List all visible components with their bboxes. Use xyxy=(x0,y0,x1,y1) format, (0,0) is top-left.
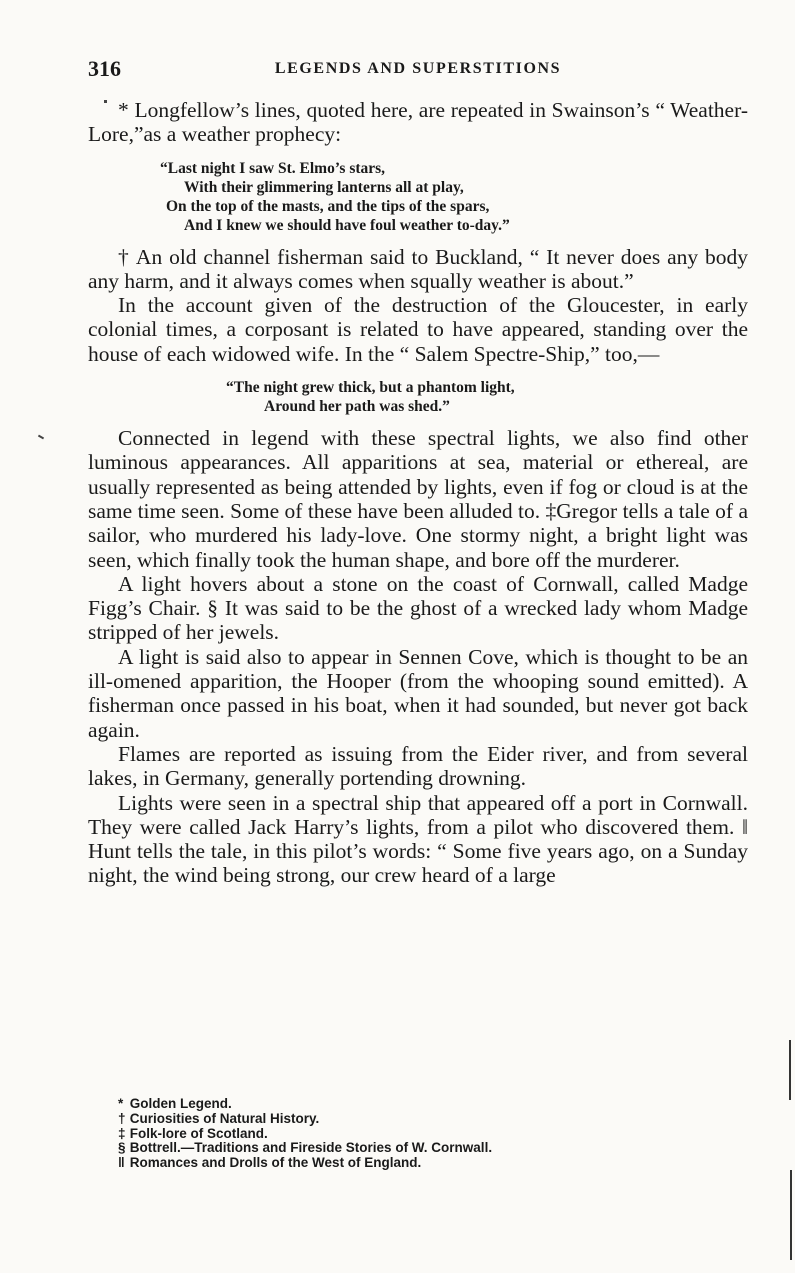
footnote-text: Golden Legend. xyxy=(129,1096,232,1111)
footnote xyxy=(118,1127,492,1142)
verse-line: And I knew we should have foul weather to-day.” xyxy=(184,216,510,234)
verse-line: “Last night I saw St. Elmo’s stars, xyxy=(160,159,386,177)
scan-margin-line xyxy=(790,1170,792,1260)
footnote xyxy=(118,1156,492,1171)
paragraph-madge-figg: A light hovers about a stone on the coast of Cornwall, called Madge Figg’s Chair. § It was said to be the ghost of a wrecked lady whom Madge stripped of her jewels. xyxy=(88,571,748,645)
body-text xyxy=(88,98,748,888)
page-number: 316 xyxy=(88,56,121,81)
footnote-text: Curiosities of Natural History. xyxy=(129,1110,320,1126)
paragraph-sennen-cove: A light is said also to appear in Sennen Cove, which is thought to be an ill-omened apparition, the Hooper (from the whooping sound emitted). A fisherman once passed in his boat, when it had sounded, but never got back again. xyxy=(88,644,748,742)
footnotes xyxy=(118,1097,492,1171)
paragraph-jack-harry: Lights were seen in a spectral ship that appeared off a port in Cornwall. They were called Jack Harry’s lights, from a pilot who discovered them. ‖ Hunt tells the tale, in this pilot’s words: “ Some five years ago, on a Sunday night, the wind being strong, our crew heard of a large xyxy=(88,790,748,888)
verse-line: Around her path was shed.” xyxy=(264,398,450,416)
footnote-text: Folk-lore of Scotland. xyxy=(129,1125,268,1141)
paragraph-buckland: † An old channel fisherman said to Buckland, “ It never does any body any harm, and it always comes when squally weather is about.” xyxy=(88,244,748,293)
footnote-mark: ‡ xyxy=(118,1125,126,1141)
footnote-mark: † xyxy=(118,1110,126,1126)
footnote xyxy=(118,1112,492,1127)
verse-line: With their glimmering lanterns all at play, xyxy=(184,178,464,196)
book-page xyxy=(88,52,748,888)
scan-speck xyxy=(38,435,44,440)
verse-line: On the top of the masts, and the tips of the spars, xyxy=(166,197,490,215)
running-head: LEGENDS AND SUPERSTITIONS xyxy=(274,60,562,77)
scan-speck xyxy=(104,100,107,103)
verse-line: “The night grew thick, but a phantom light, xyxy=(226,379,515,397)
paragraph-gloucester: In the account given of the destruction of the Gloucester, in early colonial times, a corposant is related to have appeared, standing over the house of each widowed wife. In the “ Salem Spectre-Ship,” too,— xyxy=(88,293,748,366)
footnote-text: Bottrell.—Traditions and Fireside Stories of W. Cornwall. xyxy=(129,1140,493,1156)
footnote xyxy=(118,1097,492,1112)
footnote-mark: * xyxy=(118,1096,124,1111)
scan-margin-line xyxy=(789,1040,791,1100)
paragraph-longfellow: * Longfellow’s lines, quoted here, are repeated in Swainson’s “ Weather-Lore,”as a weather prophecy: xyxy=(88,98,748,147)
footnote-text: Romances and Drolls of the West of England. xyxy=(129,1155,422,1171)
verse-salem xyxy=(226,378,748,416)
verse-st-elmo xyxy=(160,159,748,235)
footnote-mark: ‖ xyxy=(118,1155,125,1171)
page-header xyxy=(88,52,748,84)
paragraph-luminous-appearances: Connected in legend with these spectral lights, we also find other luminous appearances. All apparitions at sea, material or ethereal, are usually represented as being attended by lights, even if fog or cloud is at the same time seen. Some of these have been alluded to. ‡Gregor tells a tale of a sailor, who murdered his lady-love. One stormy night, a bright light was seen, which finally took the human shape, and bore off the murderer. xyxy=(88,426,748,572)
paragraph-eider-river: Flames are reported as issuing from the Eider river, and from several lakes, in Germany, generally portending drowning. xyxy=(88,741,748,791)
footnote xyxy=(118,1141,492,1156)
footnote-mark: § xyxy=(118,1140,126,1156)
